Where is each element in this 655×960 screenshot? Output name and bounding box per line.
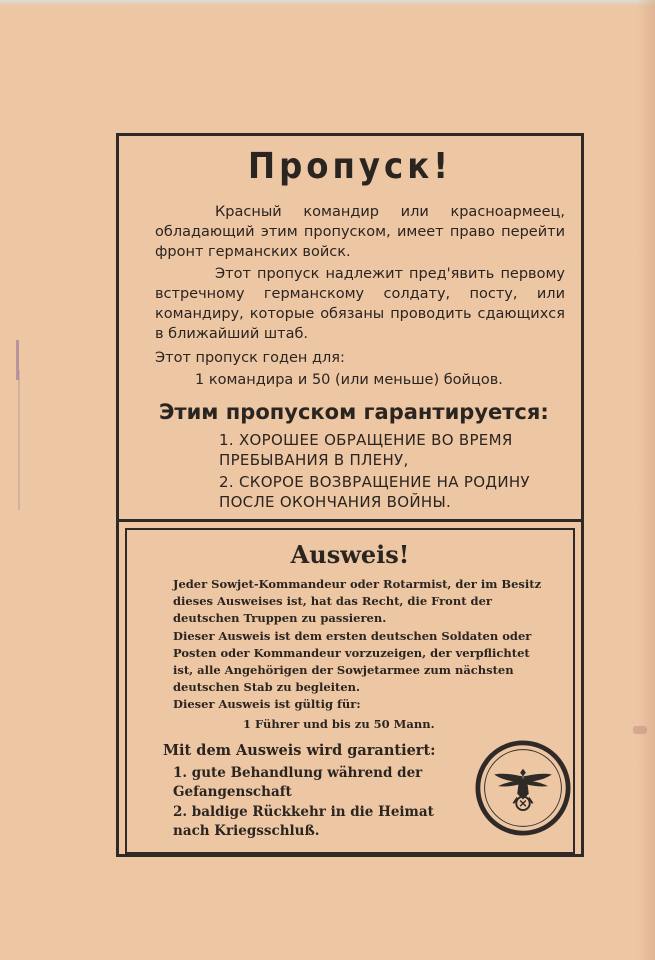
russian-pass-section [119,136,581,522]
german-title: Ausweis! [290,540,410,569]
russian-paragraph-2: Этот пропуск надлежит пред'явить первому встречному германскому солдату, посту, или командиру, которые обязаны проводить сдающихся в ближайший штаб. [155,266,565,342]
russian-guarantee-item: 2. СКОРОЕ ВОЗВРАЩЕНИЕ НА РОДИНУ ПОСЛЕ ОКОНЧАНИЯ ВОЙНЫ. [219,473,530,511]
russian-guarantee-item: 1. ХОРОШЕЕ ОБРАЩЕНИЕ ВО ВРЕМЯ ПРЕБЫВАНИЯ В ПЛЕНУ, [219,431,513,469]
german-guarantee-item: 1. gute Behandlung während der Gefangenschaft [173,765,423,800]
german-valid-for: Dieser Ausweis ist gültig für: [173,697,361,711]
german-paragraph-1: Jeder Sowjet-Kommandeur oder Rotarmist, der im Besitz dieses Ausweises ist, hat das Recht, die Front der deutschen Truppen zu passieren. [173,577,542,625]
german-pass-section [125,528,575,854]
german-paragraph-2: Dieser Ausweis ist dem ersten deutschen Soldaten oder Posten oder Kommandeur vorzuzeigen, der verpflichtet ist, alle Angehörigen der Sowjetarmee zum nächsten deutschen Stab zu begleiten. [173,629,532,694]
german-quota: 1 Führer und bis zu 50 Mann. [243,717,435,731]
margin-ink-mark [18,370,20,510]
russian-paragraph-1: Красный командир или красноармеец, обладающий этим пропуском, имеет право перейти фронт германских войск. [155,204,565,260]
russian-quota: 1 командира и 50 (или меньше) бойцов. [195,372,503,388]
paper-right-shadow [637,0,655,960]
eagle-seal-icon [475,740,571,836]
russian-title: Пропуск! [248,146,452,187]
margin-ink-mark [633,726,647,734]
german-guarantee-item: 2. baldige Rückkehr in die Heimat nach Kriegsschluß. [173,804,434,839]
russian-valid-for: Этот пропуск годен для: [155,350,345,366]
russian-guarantee-title: Этим пропуском гарантируется: [159,400,549,424]
paper-top-edge [0,0,655,6]
surrender-pass-leaflet [116,133,584,857]
german-guarantee-title: Mit dem Ausweis wird garantiert: [163,742,436,759]
